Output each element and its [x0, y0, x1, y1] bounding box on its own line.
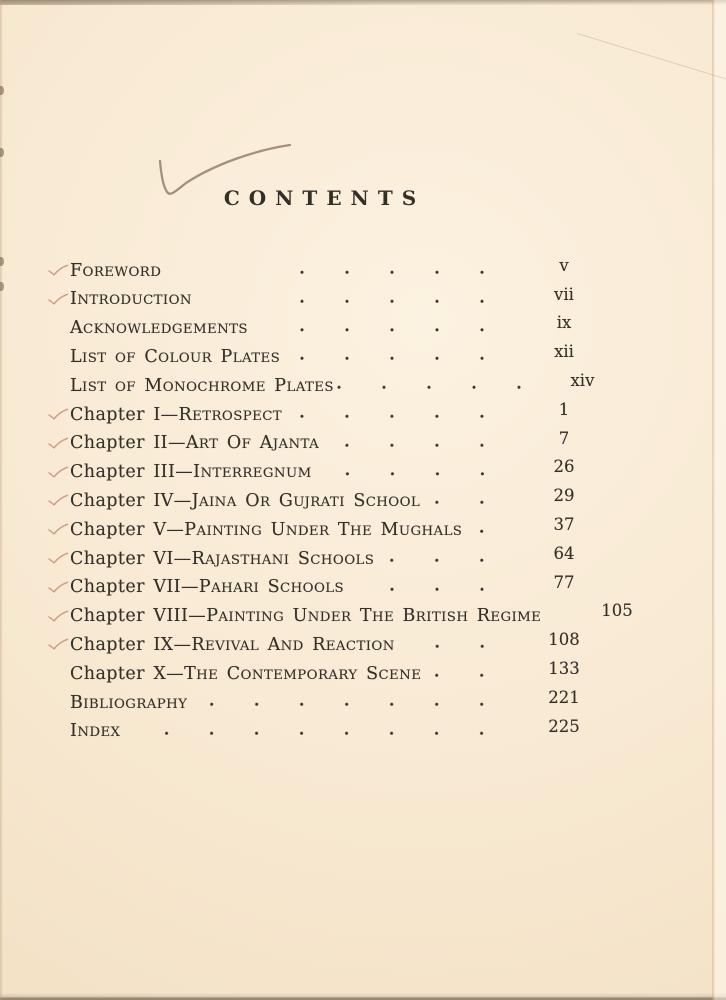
- toc-row: [70, 516, 596, 545]
- check-mark-icon: [47, 408, 69, 421]
- toc-row: [70, 401, 596, 430]
- toc-row: [70, 343, 596, 372]
- scan-notch: [0, 257, 4, 266]
- chapter-prefix: Chapter I—: [70, 404, 179, 425]
- toc-row: [70, 459, 596, 488]
- toc-entry-label: [70, 375, 334, 396]
- check-mark-icon: [47, 264, 69, 277]
- dot-leader: [433, 660, 484, 689]
- entry-title: RETROSPECT: [178, 404, 283, 425]
- toc-row: [70, 545, 596, 574]
- table-of-contents: [70, 255, 633, 747]
- check-mark-icon: [47, 581, 69, 594]
- check-mark-icon: [47, 494, 69, 507]
- toc-row: [70, 631, 596, 660]
- toc-entry-label: [70, 320, 248, 338]
- page-number: 225: [548, 716, 580, 736]
- entry-title: PAHARI SCHOOLS: [198, 577, 344, 598]
- page-number: 1: [558, 399, 570, 419]
- dot-leader: [324, 459, 484, 488]
- chapter-prefix: Chapter IV—: [70, 491, 192, 512]
- check-mark-icon: [47, 293, 69, 306]
- entry-title: RAJASTHANI SCHOOLS: [191, 548, 375, 569]
- dot-leader: [331, 430, 484, 459]
- page-number: xii: [554, 342, 574, 362]
- toc-entry-label: [70, 723, 120, 741]
- toc-entry-label: [70, 260, 162, 281]
- page-number: 133: [548, 659, 580, 679]
- scan-edge-bottom: [0, 993, 726, 1000]
- entry-title: PAINTING UNDER THE MUGHALS: [184, 519, 463, 540]
- scan-notch: [0, 282, 4, 291]
- page-number: v: [559, 255, 569, 275]
- check-mark-icon: [47, 466, 69, 479]
- page-title: CONTENTS: [223, 186, 426, 210]
- dot-leader: [297, 286, 484, 315]
- chapter-prefix: Chapter X—: [70, 663, 185, 684]
- chapter-prefix: Chapter III—: [70, 462, 194, 483]
- dot-leader: [297, 315, 484, 344]
- dot-leader: [294, 401, 484, 430]
- entry-title: INDEX: [70, 721, 121, 742]
- toc-entry-label: [70, 692, 188, 713]
- dot-leader: [297, 343, 484, 372]
- scan-notch: [0, 86, 4, 95]
- chapter-prefix: Chapter V—: [70, 519, 185, 540]
- toc-entry-label: [70, 608, 541, 626]
- scan-notch: [0, 148, 4, 157]
- page-number: 37: [553, 515, 575, 535]
- dot-leader: [132, 718, 484, 747]
- entry-title: PAINTING UNDER THE BRITISH REGIME: [206, 606, 542, 627]
- chapter-prefix: Chapter IX—: [70, 635, 192, 655]
- toc-entry-label: [70, 579, 344, 597]
- toc-entry-label: [70, 435, 319, 453]
- toc-entry-label: [70, 548, 375, 569]
- page-number: 7: [558, 428, 570, 448]
- page-number: vii: [554, 284, 574, 304]
- page-number: xiv: [570, 371, 595, 391]
- page-number: 221: [548, 687, 580, 707]
- page-number: ix: [556, 313, 572, 333]
- entry-title: ART OF AJANTA: [185, 433, 320, 454]
- dot-leader: [356, 574, 484, 603]
- toc-entry-label: [70, 291, 192, 309]
- toc-row: [70, 315, 596, 344]
- entry-title: INTRODUCTION: [70, 289, 192, 310]
- chapter-prefix: Chapter VIII—: [70, 606, 207, 627]
- toc-row: [70, 574, 596, 603]
- entry-title: ACKNOWLEDGEMENTS: [70, 318, 248, 339]
- entry-title: BIBLIOGRAPHY: [70, 692, 188, 713]
- toc-entry-label: [70, 464, 312, 482]
- chapter-prefix: Chapter VI—: [70, 548, 192, 569]
- dot-leader: [474, 516, 484, 545]
- toc-entry-label: [70, 519, 463, 540]
- toc-row: [70, 601, 633, 632]
- toc-row: [70, 257, 596, 286]
- dot-leader: [432, 487, 484, 516]
- toc-entry-label: [70, 663, 422, 684]
- entry-title: FOREWORD: [70, 260, 162, 281]
- page-number: 77: [553, 572, 575, 592]
- toc-row: [70, 430, 596, 459]
- chapter-prefix: Chapter II—: [70, 433, 186, 454]
- dot-leader: [386, 545, 484, 574]
- check-mark-icon: [47, 610, 69, 623]
- check-mark-icon: [47, 552, 69, 565]
- toc-entry-label: [70, 404, 283, 425]
- toc-row: [70, 689, 596, 718]
- dot-leader: [334, 372, 521, 401]
- page-number: 108: [548, 630, 580, 650]
- entry-title: LIST OF COLOUR PLATES: [70, 347, 281, 368]
- scan-edge-right: [712, 0, 726, 1000]
- page-number: 29: [553, 486, 575, 506]
- toc-entry-label: [70, 493, 420, 511]
- check-mark-icon: [47, 523, 69, 536]
- scan-edge-top: [0, 0, 726, 5]
- toc-row: [70, 286, 596, 315]
- entry-title: JAINA OR GUJRATI SCHOOL: [191, 491, 421, 512]
- entry-title: INTERREGNUM: [193, 462, 312, 483]
- toc-row: [70, 372, 596, 401]
- check-mark-icon: [47, 638, 69, 651]
- dot-leader: [199, 689, 484, 718]
- page-number: 105: [601, 601, 633, 621]
- page-number: 64: [553, 543, 575, 563]
- page-corner-crease: [578, 33, 726, 84]
- toc-row: [70, 487, 596, 516]
- page-number: 26: [553, 457, 575, 477]
- chapter-prefix: Chapter VII—: [70, 577, 199, 598]
- dot-leader: [297, 257, 484, 286]
- check-mark-icon: [47, 437, 69, 450]
- toc-row: [70, 660, 596, 689]
- entry-title: LIST OF MONOCHROME PLATES: [70, 375, 334, 396]
- entry-title: THE CONTEMPORARY SCENE: [184, 663, 422, 684]
- toc-entry-label: [70, 349, 280, 367]
- toc-row: [70, 718, 596, 747]
- entry-title: REVIVAL AND REACTION: [191, 635, 395, 655]
- dot-leader: [407, 631, 484, 660]
- toc-entry-label: [70, 637, 395, 655]
